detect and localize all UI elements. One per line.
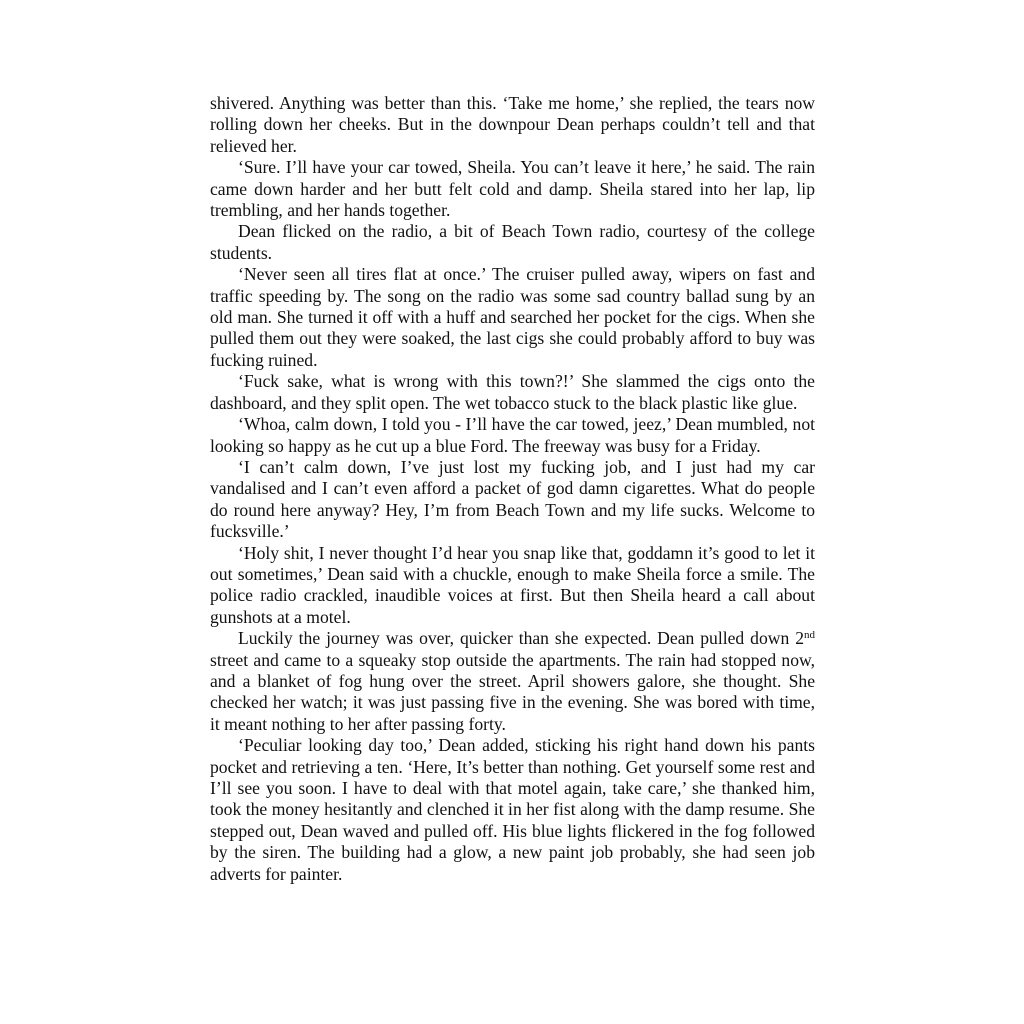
paragraph-9-text-end: street and came to a squeaky stop outside the apartments. The rain had stopped now, and a blanket of fog hung over the street. April showers galore, she thought. She checked her watch; it was just passing five in the evening. She was bored with time, it meant nothing to her after passing forty.	[210, 649, 815, 734]
paragraph-6: ‘Whoa, calm down, I told you - I’ll have the car towed, jeez,’ Dean mumbled, not looking so happy as he cut up a blue Ford. The freeway was busy for a Friday.	[210, 414, 815, 456]
ordinal-superscript: nd	[804, 629, 815, 642]
paragraph-5: ‘Fuck sake, what is wrong with this town?!’ She slammed the cigs onto the dashboard, and they split open. The wet tobacco stuck to the black plastic like glue.	[210, 371, 815, 413]
paragraph-3: Dean flicked on the radio, a bit of Beach Town radio, courtesy of the college students.	[210, 221, 815, 263]
paragraph-4: ‘Never seen all tires flat at once.’ The cruiser pulled away, wipers on fast and traffic speeding by. The song on the radio was some sad country ballad sung by an old man. She turned it off with a huff and searched her pocket for the cigs. When she pulled them out they were soaked, the last cigs she could probably afford to buy was fucking ruined.	[210, 264, 815, 370]
paragraph-2: ‘Sure. I’ll have your car towed, Sheila. You can’t leave it here,’ he said. The rain came down harder and her butt felt cold and damp. Sheila stared into her lap, lip trembling, and her hands together.	[210, 157, 815, 221]
paragraph-9-text-start: Luckily the journey was over, quicker than she expected. Dean pulled down 2	[238, 628, 804, 649]
paragraph-10: ‘Peculiar looking day too,’ Dean added, sticking his right hand down his pants pocket and retrieving a ten. ‘Here, It’s better than nothing. Get yourself some rest and I’ll see you soon. I have to deal with that motel again, take care,’ she thanked him, took the money hesitantly and clenched it in her fist along with the damp resume. She stepped out, Dean waved and pulled off. His blue lights flickered in the fog followed by the siren. The building had a glow, a new paint job probably, she had seen job adverts for painter.	[210, 735, 815, 884]
paragraph-8: ‘Holy shit, I never thought I’d hear you snap like that, goddamn it’s good to let it out sometimes,’ Dean said with a chuckle, enough to make Sheila force a smile. The police radio crackled, inaudible voices at first. But then Sheila heard a call about gunshots at a motel.	[210, 542, 815, 627]
document-page	[210, 93, 815, 885]
paragraph-9	[210, 628, 815, 735]
paragraph-7: ‘I can’t calm down, I’ve just lost my fucking job, and I just had my car vandalised and I can’t even afford a packet of god damn cigarettes. What do people do round here anyway? Hey, I’m from Beach Town and my life sucks. Welcome to fucksville.’	[210, 456, 815, 542]
paragraph-1: shivered. Anything was better than this. ‘Take me home,’ she replied, the tears now rolling down her cheeks. But in the downpour Dean perhaps couldn’t tell and that relieved her.	[210, 93, 815, 156]
